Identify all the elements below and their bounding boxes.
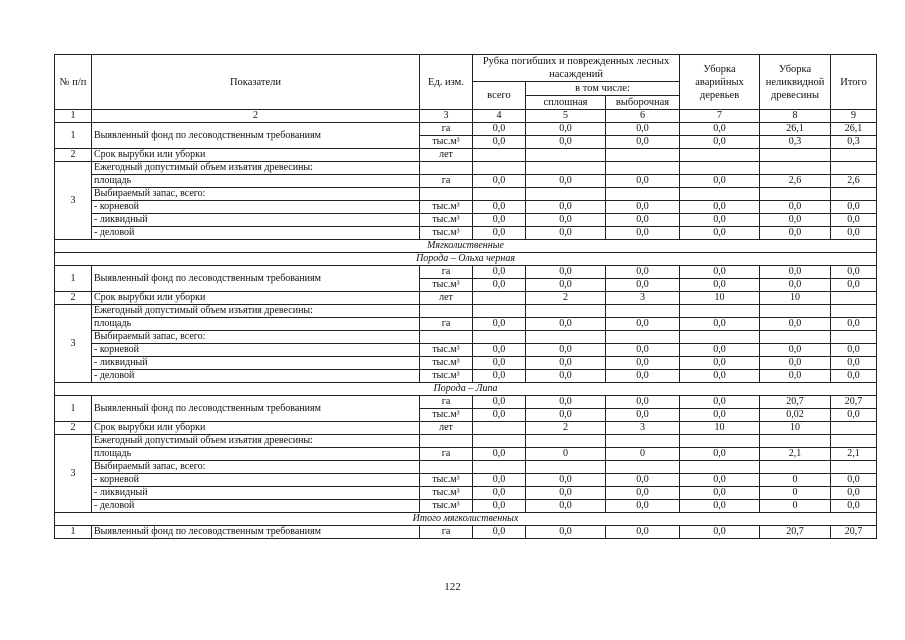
value-emergency: 0,0 <box>680 214 760 227</box>
value-emergency: 0,0 <box>680 318 760 331</box>
section-title-row <box>55 383 877 396</box>
table-row <box>55 214 877 227</box>
column-number: 3 <box>420 110 473 123</box>
value-sum: 0,0 <box>831 266 877 279</box>
value-illiquid <box>760 331 831 344</box>
value-sum <box>831 149 877 162</box>
unit-cell <box>420 435 473 448</box>
value-selective: 0,0 <box>606 123 680 136</box>
value-sum <box>831 292 877 305</box>
indicator-name: - деловой <box>92 227 420 240</box>
unit-cell: лет <box>420 149 473 162</box>
indicator-name: - ликвидный <box>92 487 420 500</box>
value-clear: 0,0 <box>526 344 606 357</box>
table-row <box>55 344 877 357</box>
value-emergency: 0,0 <box>680 357 760 370</box>
value-total <box>473 149 526 162</box>
value-total: 0,0 <box>473 448 526 461</box>
unit-cell: лет <box>420 292 473 305</box>
table-row <box>55 474 877 487</box>
value-emergency <box>680 331 760 344</box>
section-title-row <box>55 513 877 526</box>
value-sum: 2,6 <box>831 175 877 188</box>
unit-cell: га <box>420 266 473 279</box>
column-number: 6 <box>606 110 680 123</box>
column-number: 7 <box>680 110 760 123</box>
value-emergency: 0,0 <box>680 136 760 149</box>
value-sum: 0,0 <box>831 214 877 227</box>
value-clear: 0,0 <box>526 409 606 422</box>
value-emergency: 0,0 <box>680 396 760 409</box>
value-clear: 0,0 <box>526 123 606 136</box>
value-emergency: 0,0 <box>680 526 760 539</box>
section-title: Порода – Ольха черная <box>55 253 877 266</box>
value-total: 0,0 <box>473 279 526 292</box>
table-row <box>55 487 877 500</box>
indicator-name: Выбираемый запас, всего: <box>92 188 420 201</box>
value-illiquid <box>760 188 831 201</box>
value-illiquid: 0 <box>760 487 831 500</box>
value-emergency <box>680 188 760 201</box>
value-emergency <box>680 461 760 474</box>
value-total: 0,0 <box>473 409 526 422</box>
table-row <box>55 149 877 162</box>
column-number: 5 <box>526 110 606 123</box>
column-number: 9 <box>831 110 877 123</box>
value-total: 0,0 <box>473 136 526 149</box>
indicator-name: площадь <box>92 318 420 331</box>
value-selective: 0,0 <box>606 357 680 370</box>
value-clear <box>526 305 606 318</box>
value-illiquid: 2,1 <box>760 448 831 461</box>
value-total <box>473 305 526 318</box>
value-clear: 0,0 <box>526 201 606 214</box>
value-sum: 0,0 <box>831 227 877 240</box>
unit-cell: тыс.м³ <box>420 474 473 487</box>
value-emergency <box>680 162 760 175</box>
unit-cell: га <box>420 123 473 136</box>
value-emergency: 0,0 <box>680 227 760 240</box>
column-number: 4 <box>473 110 526 123</box>
value-emergency: 0,0 <box>680 370 760 383</box>
value-total: 0,0 <box>473 123 526 136</box>
table-row <box>55 331 877 344</box>
value-total: 0,0 <box>473 526 526 539</box>
row-number: 2 <box>55 149 92 162</box>
value-total <box>473 435 526 448</box>
value-sum <box>831 422 877 435</box>
unit-cell: тыс.м³ <box>420 279 473 292</box>
value-clear: 0,0 <box>526 175 606 188</box>
indicator-name: Выявленный фонд по лесоводственным требованиям <box>92 396 420 422</box>
unit-cell: тыс.м³ <box>420 487 473 500</box>
section-title-row <box>55 253 877 266</box>
unit-cell: га <box>420 318 473 331</box>
table-row <box>55 396 877 409</box>
indicator-name: Срок вырубки или уборки <box>92 422 420 435</box>
value-total: 0,0 <box>473 214 526 227</box>
value-total: 0,0 <box>473 227 526 240</box>
value-illiquid: 0,0 <box>760 266 831 279</box>
table-row <box>55 227 877 240</box>
unit-cell: тыс.м³ <box>420 136 473 149</box>
value-total: 0,0 <box>473 318 526 331</box>
indicator-name: Срок вырубки или уборки <box>92 149 420 162</box>
value-clear <box>526 435 606 448</box>
value-emergency: 0,0 <box>680 279 760 292</box>
header-clear: сплошная <box>526 96 606 110</box>
table-row <box>55 526 877 539</box>
value-total: 0,0 <box>473 500 526 513</box>
indicator-name: площадь <box>92 175 420 188</box>
row-number: 3 <box>55 435 92 513</box>
table-row <box>55 435 877 448</box>
value-illiquid <box>760 162 831 175</box>
indicator-name: - ликвидный <box>92 214 420 227</box>
value-clear: 0,0 <box>526 526 606 539</box>
column-numbers-row <box>55 110 877 123</box>
header-num: № п/п <box>55 55 92 110</box>
value-total: 0,0 <box>473 487 526 500</box>
table-row <box>55 201 877 214</box>
value-total <box>473 331 526 344</box>
value-clear: 0 <box>526 448 606 461</box>
row-number: 1 <box>55 266 92 292</box>
value-illiquid: 0,0 <box>760 370 831 383</box>
table-row <box>55 461 877 474</box>
value-sum: 2,1 <box>831 448 877 461</box>
value-selective: 0,0 <box>606 396 680 409</box>
value-clear: 0,0 <box>526 370 606 383</box>
value-clear: 0,0 <box>526 500 606 513</box>
unit-cell: тыс.м³ <box>420 214 473 227</box>
value-sum: 0,0 <box>831 318 877 331</box>
value-selective <box>606 305 680 318</box>
indicator-name: площадь <box>92 448 420 461</box>
indicator-name: Ежегодный допустимый объем изъятия древесины: <box>92 162 420 175</box>
indicator-name: Выявленный фонд по лесоводственным требованиям <box>92 526 420 539</box>
value-total: 0,0 <box>473 266 526 279</box>
value-clear <box>526 188 606 201</box>
value-clear: 0,0 <box>526 227 606 240</box>
unit-cell: тыс.м³ <box>420 500 473 513</box>
column-number: 8 <box>760 110 831 123</box>
value-selective: 3 <box>606 292 680 305</box>
row-number: 1 <box>55 526 92 539</box>
value-sum <box>831 188 877 201</box>
value-illiquid <box>760 149 831 162</box>
value-emergency: 0,0 <box>680 201 760 214</box>
page-number: 122 <box>444 581 461 593</box>
unit-cell <box>420 305 473 318</box>
value-sum: 20,7 <box>831 526 877 539</box>
section-title: Итого мягколиственных <box>55 513 877 526</box>
value-sum <box>831 331 877 344</box>
unit-cell: га <box>420 448 473 461</box>
value-sum: 0,0 <box>831 370 877 383</box>
indicator-name: Выявленный фонд по лесоводственным требованиям <box>92 123 420 149</box>
indicator-name: - корневой <box>92 344 420 357</box>
value-selective: 0,0 <box>606 344 680 357</box>
value-total <box>473 162 526 175</box>
value-total: 0,0 <box>473 344 526 357</box>
value-emergency: 0,0 <box>680 123 760 136</box>
value-total <box>473 461 526 474</box>
value-clear <box>526 162 606 175</box>
value-illiquid: 0,0 <box>760 227 831 240</box>
value-clear <box>526 149 606 162</box>
value-illiquid: 0,0 <box>760 214 831 227</box>
unit-cell: тыс.м³ <box>420 409 473 422</box>
value-total: 0,0 <box>473 370 526 383</box>
value-emergency: 0,0 <box>680 175 760 188</box>
table-row <box>55 162 877 175</box>
value-sum: 26,1 <box>831 123 877 136</box>
value-illiquid <box>760 461 831 474</box>
table-row <box>55 123 877 136</box>
table-row <box>55 266 877 279</box>
value-emergency: 0,0 <box>680 266 760 279</box>
value-selective: 0,0 <box>606 526 680 539</box>
value-total: 0,0 <box>473 396 526 409</box>
value-emergency: 0,0 <box>680 409 760 422</box>
indicator-name: - ликвидный <box>92 357 420 370</box>
unit-cell: тыс.м³ <box>420 370 473 383</box>
value-clear: 0,0 <box>526 487 606 500</box>
value-illiquid: 0 <box>760 500 831 513</box>
unit-cell: тыс.м³ <box>420 357 473 370</box>
value-sum: 0,0 <box>831 474 877 487</box>
indicator-name: - деловой <box>92 370 420 383</box>
header-including: в том числе: <box>526 82 680 96</box>
value-sum: 0,0 <box>831 357 877 370</box>
unit-cell: лет <box>420 422 473 435</box>
value-clear: 2 <box>526 292 606 305</box>
value-sum: 0,0 <box>831 487 877 500</box>
value-selective: 0,0 <box>606 474 680 487</box>
row-number: 2 <box>55 422 92 435</box>
value-emergency: 0,0 <box>680 500 760 513</box>
value-total <box>473 422 526 435</box>
header-indicator: Показатели <box>92 55 420 110</box>
value-sum: 20,7 <box>831 396 877 409</box>
value-selective: 0,0 <box>606 266 680 279</box>
value-selective: 0,0 <box>606 279 680 292</box>
value-emergency: 0,0 <box>680 344 760 357</box>
unit-cell <box>420 162 473 175</box>
value-illiquid: 10 <box>760 422 831 435</box>
value-illiquid <box>760 305 831 318</box>
column-number: 2 <box>92 110 420 123</box>
value-illiquid: 10 <box>760 292 831 305</box>
value-emergency: 0,0 <box>680 474 760 487</box>
table-row <box>55 292 877 305</box>
unit-cell <box>420 461 473 474</box>
value-clear: 0,0 <box>526 266 606 279</box>
value-selective: 0 <box>606 448 680 461</box>
document-page <box>54 54 876 539</box>
header-illiquid: Уборка неликвидной древесины <box>760 55 831 110</box>
value-total <box>473 188 526 201</box>
indicator-name: Ежегодный допустимый объем изъятия древесины: <box>92 305 420 318</box>
value-illiquid: 0,02 <box>760 409 831 422</box>
value-illiquid: 20,7 <box>760 526 831 539</box>
value-total: 0,0 <box>473 201 526 214</box>
section-title: Мягколиственные <box>55 240 877 253</box>
value-selective: 0,0 <box>606 227 680 240</box>
value-selective: 0,0 <box>606 500 680 513</box>
value-selective: 3 <box>606 422 680 435</box>
value-sum: 0,0 <box>831 409 877 422</box>
row-number: 1 <box>55 123 92 149</box>
value-selective <box>606 435 680 448</box>
indicator-name: - корневой <box>92 201 420 214</box>
value-emergency: 0,0 <box>680 448 760 461</box>
value-selective: 0,0 <box>606 487 680 500</box>
unit-cell: га <box>420 396 473 409</box>
unit-cell: га <box>420 175 473 188</box>
value-selective <box>606 461 680 474</box>
value-sum: 0,0 <box>831 344 877 357</box>
value-clear: 0,0 <box>526 136 606 149</box>
table-row <box>55 422 877 435</box>
value-clear: 0,0 <box>526 214 606 227</box>
value-selective <box>606 162 680 175</box>
table-row <box>55 305 877 318</box>
indicator-name: Ежегодный допустимый объем изъятия древесины: <box>92 435 420 448</box>
indicator-name: - корневой <box>92 474 420 487</box>
indicator-name: - деловой <box>92 500 420 513</box>
header-selective: выборочная <box>606 96 680 110</box>
value-sum: 0,0 <box>831 500 877 513</box>
header-sum: Итого <box>831 55 877 110</box>
value-sum: 0,0 <box>831 201 877 214</box>
table-body <box>55 55 877 539</box>
table-row <box>55 500 877 513</box>
section-title-row <box>55 240 877 253</box>
value-illiquid <box>760 435 831 448</box>
value-illiquid: 2,6 <box>760 175 831 188</box>
forest-felling-table <box>54 54 877 539</box>
value-clear <box>526 331 606 344</box>
value-emergency <box>680 435 760 448</box>
table-row <box>55 357 877 370</box>
row-number: 2 <box>55 292 92 305</box>
value-illiquid: 0,0 <box>760 201 831 214</box>
indicator-name: Выявленный фонд по лесоводственным требованиям <box>92 266 420 292</box>
table-row <box>55 175 877 188</box>
unit-cell: га <box>420 526 473 539</box>
value-selective <box>606 331 680 344</box>
column-number: 1 <box>55 110 92 123</box>
unit-cell <box>420 331 473 344</box>
header-felling: Рубка погибших и поврежденных лесных насаждений <box>473 55 680 82</box>
value-clear: 0,0 <box>526 318 606 331</box>
value-selective: 0,0 <box>606 175 680 188</box>
value-emergency: 0,0 <box>680 487 760 500</box>
value-selective: 0,0 <box>606 214 680 227</box>
value-emergency: 10 <box>680 292 760 305</box>
value-emergency: 10 <box>680 422 760 435</box>
table-row <box>55 188 877 201</box>
unit-cell <box>420 188 473 201</box>
value-total: 0,0 <box>473 474 526 487</box>
value-clear: 0,0 <box>526 357 606 370</box>
value-emergency <box>680 305 760 318</box>
value-total: 0,0 <box>473 357 526 370</box>
table-row <box>55 448 877 461</box>
unit-cell: тыс.м³ <box>420 344 473 357</box>
indicator-name: Выбираемый запас, всего: <box>92 331 420 344</box>
value-selective: 0,0 <box>606 409 680 422</box>
value-illiquid: 0 <box>760 474 831 487</box>
table-row <box>55 370 877 383</box>
value-clear: 0,0 <box>526 279 606 292</box>
value-selective <box>606 149 680 162</box>
value-clear: 0,0 <box>526 474 606 487</box>
value-sum: 0,3 <box>831 136 877 149</box>
row-number: 3 <box>55 162 92 240</box>
row-number: 3 <box>55 305 92 383</box>
value-clear: 2 <box>526 422 606 435</box>
value-total <box>473 292 526 305</box>
unit-cell: тыс.м³ <box>420 201 473 214</box>
value-sum <box>831 305 877 318</box>
value-clear <box>526 461 606 474</box>
value-total: 0,0 <box>473 175 526 188</box>
value-illiquid: 0,0 <box>760 318 831 331</box>
header-unit: Ед. изм. <box>420 55 473 110</box>
value-sum: 0,0 <box>831 279 877 292</box>
value-illiquid: 0,0 <box>760 279 831 292</box>
value-selective: 0,0 <box>606 318 680 331</box>
indicator-name: Срок вырубки или уборки <box>92 292 420 305</box>
value-emergency <box>680 149 760 162</box>
value-sum <box>831 162 877 175</box>
header-emergency: Уборка аварийных деревьев <box>680 55 760 110</box>
value-selective: 0,0 <box>606 370 680 383</box>
section-title: Порода – Липа <box>55 383 877 396</box>
row-number: 1 <box>55 396 92 422</box>
header-total-all: всего <box>473 82 526 110</box>
value-sum <box>831 461 877 474</box>
value-illiquid: 0,0 <box>760 357 831 370</box>
value-illiquid: 0,0 <box>760 344 831 357</box>
value-selective <box>606 188 680 201</box>
value-illiquid: 20,7 <box>760 396 831 409</box>
value-illiquid: 0,3 <box>760 136 831 149</box>
unit-cell: тыс.м³ <box>420 227 473 240</box>
value-sum <box>831 435 877 448</box>
value-selective: 0,0 <box>606 136 680 149</box>
value-illiquid: 26,1 <box>760 123 831 136</box>
value-clear: 0,0 <box>526 396 606 409</box>
indicator-name: Выбираемый запас, всего: <box>92 461 420 474</box>
table-row <box>55 318 877 331</box>
value-selective: 0,0 <box>606 201 680 214</box>
